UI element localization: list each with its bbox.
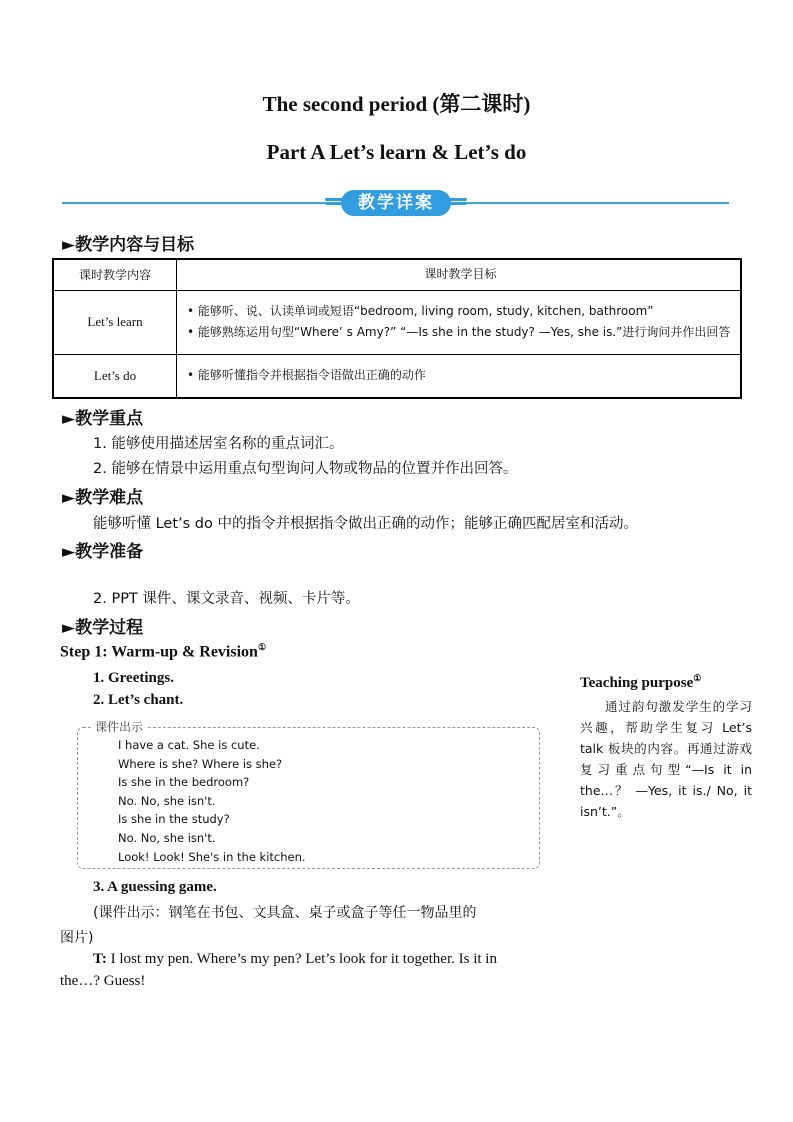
game-note-line: 图片) <box>60 930 94 946</box>
teaching-purpose-note <box>580 673 752 822</box>
item-guessing-game: 3. A guessing game. <box>93 879 217 895</box>
objectives-heading: ►教学内容与目标 <box>62 235 195 255</box>
teacher-line-text: I lost my pen. Where’s my pen? Let’s look for it together. Is it in <box>110 951 497 967</box>
difficulties-text: 能够听懂 Let’s do 中的指令并根据指令做出正确的动作；能够正确匹配居室和活动。 <box>93 516 638 532</box>
footnote-marker: ① <box>693 673 702 683</box>
page-subtitle: Part A Let’s learn & Let’s do <box>266 140 527 164</box>
step1-title-text: Step 1: Warm-up & Revision <box>60 643 258 661</box>
table-header-cell: 课时教学目标 <box>177 259 742 290</box>
key-point-item: 2. 能够在情景中运用重点句型询问人物或物品的位置并作出回答。 <box>93 461 518 477</box>
chant-line: No. No, she isn't. <box>118 793 216 808</box>
table-row <box>53 354 741 398</box>
banner-line-right <box>467 202 729 204</box>
banner-line-left <box>62 202 325 204</box>
chant-box-label: 课件出示 <box>92 718 146 735</box>
goal-item: • 能够听、说、认读单词或短语“bedroom, living room, study, kitchen, bathroom” <box>187 304 654 318</box>
table-header-cell: 课时教学内容 <box>53 259 177 290</box>
chant-lines <box>118 736 306 866</box>
table-cell-goals <box>177 290 742 354</box>
teacher-line-cont: the…? Guess! <box>60 973 146 989</box>
table-cell-content: Let’s learn <box>53 290 177 354</box>
teaching-purpose-body: 通过韵句激发学生的学习兴趣，帮助学生复习 Let’s talk 板块的内容。再通过游戏复习重点句型“—Is it in the…？ —Yes, it is./ No, it isn’t.”。 <box>580 699 752 819</box>
key-point-item: 1. 能够使用描述居室名称的重点词汇。 <box>93 436 344 452</box>
objectives-table <box>52 258 742 399</box>
footnote-marker: ① <box>257 642 267 652</box>
preparation-heading: ►教学准备 <box>62 542 144 562</box>
item-chant: 2. Let’s chant. <box>93 692 184 708</box>
goal-item: • 能够听懂指令并根据指令语做出正确的动作 <box>187 368 426 383</box>
chant-line: Where is she? Where is she? <box>118 756 283 771</box>
table-header-row <box>53 259 741 290</box>
game-note-line: (课件出示：钢笔在书包、文具盒、桌子或盒子等任一物品里的 <box>93 905 477 921</box>
item-greetings: 1. Greetings. <box>93 670 174 686</box>
preparation-text: 2. PPT 课件、课文录音、视频、卡片等。 <box>93 591 360 607</box>
chant-line: Is she in the bedroom? <box>118 775 250 790</box>
table-cell-goals <box>177 354 742 398</box>
chant-line: I have a cat. She is cute. <box>118 738 260 752</box>
section-banner: 教学详案 <box>341 190 451 216</box>
teacher-line <box>93 951 497 968</box>
teaching-purpose-title <box>580 673 752 692</box>
table-row <box>53 290 741 354</box>
table-cell-content: Let’s do <box>53 354 177 398</box>
chant-line: Is she in the study? <box>118 812 230 827</box>
difficulties-heading: ►教学难点 <box>62 488 144 508</box>
process-heading: ►教学过程 <box>62 618 144 638</box>
page-title: The second period (第二课时) <box>262 92 531 116</box>
chant-line: No. No, she isn't. <box>118 830 216 845</box>
step1-title <box>60 642 266 661</box>
key-points-heading: ►教学重点 <box>62 409 144 429</box>
banner-dots-right <box>449 197 467 209</box>
goal-item: • 能够熟练运用句型“Where’ s Amy?” “—Is she in the study? —Yes, she is.”进行询问并作出回答 <box>187 325 731 339</box>
teaching-purpose-title-text: Teaching purpose <box>580 675 694 691</box>
teacher-label: T: <box>93 951 107 967</box>
chant-line: Look! Look! She's in the kitchen. <box>118 849 306 864</box>
